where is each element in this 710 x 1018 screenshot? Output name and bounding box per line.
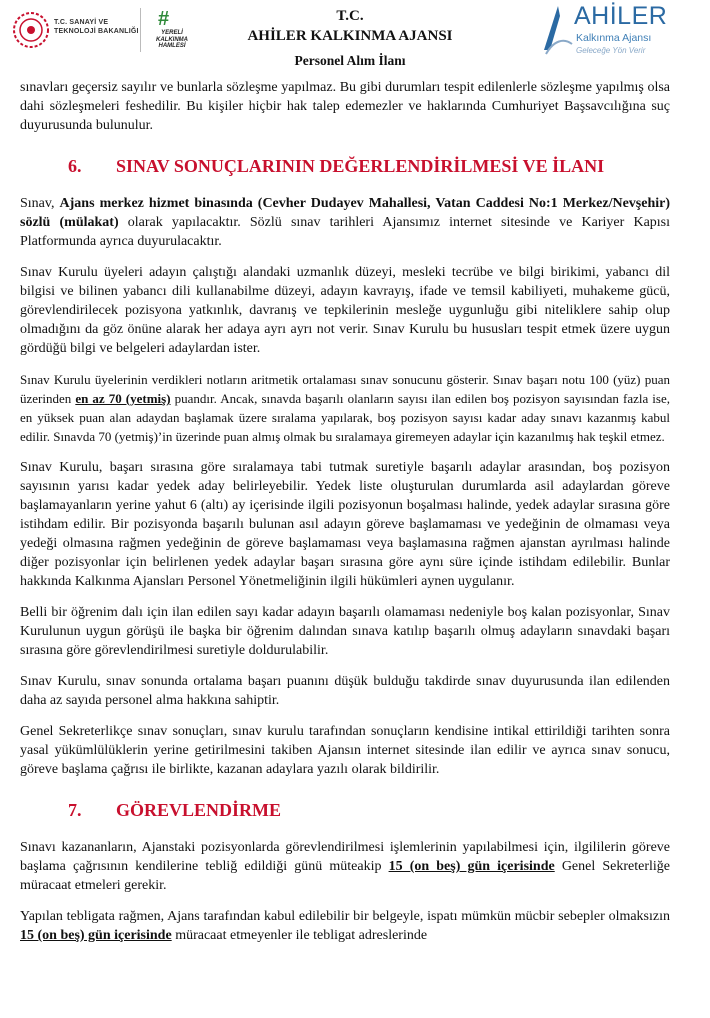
- page-header: [0, 0, 710, 78]
- section-6-paragraph-1: [20, 194, 670, 251]
- s6p1-post: olarak yapılacaktır. Sözlü sınav tarihleri Ajansımız internet sitesinde ve Kariyer Kapısı Platformunda ayrıca duyurulacaktır.: [20, 215, 671, 249]
- agency-logo: [540, 2, 705, 62]
- section-6-number: 6.: [68, 156, 82, 176]
- document-title: [200, 7, 500, 69]
- section-7-number: 7.: [68, 800, 82, 820]
- s7p1-post: Genel Sekreterliğe müracaat etmeleri gerekir.: [20, 859, 670, 893]
- section-6-title: SINAV SONUÇLARININ DEĞERLENDİRİLMESİ VE İLANI: [116, 156, 605, 176]
- ministry-name: [54, 18, 139, 36]
- s6p3-pre: Sınav Kurulu üyelerinin verdikleri notların aritmetik ortalaması sınav sonucunu gösterir. Sınav başarı notu 100 (yüz) puan üzerinden: [20, 372, 670, 406]
- title-line1: T.C.: [336, 8, 364, 24]
- section-6-paragraph-2: Sınav Kurulu üyeleri adayın çalıştığı alandaki uzmanlık düzeyi, mesleki tecrübe ve bilgi birikimi, yabancı dil bilgisi ve bilinen yabancı dili kullanabilme düzeyi, adayın kavrayış, ifade ve temsil kabiliyeti, muhakeme gücü, görevlendirilecek pozisyona yatkınlık, davranış ve tepkilerinin mesleğe uygunluğu gibi niteliklere sahip olup olmadığını da göz önüne alarak her adaya ayrı ayrı not verir. Sınav Kurulu bu hususları tespit etmek üzere uygun gördüğü bilgi ve belgeleri adaylardan ister.: [20, 265, 670, 356]
- ministry-name-line1: T.C. SANAYİ VE: [54, 19, 109, 26]
- hashtag-line3: HAMLESİ: [158, 43, 186, 49]
- ministry-seal-icon: [12, 11, 50, 49]
- hashtag-text: [148, 30, 196, 50]
- section-6-heading: [20, 155, 670, 177]
- hashtag-icon: #: [158, 8, 170, 30]
- intro-paragraph: sınavları geçersiz sayılır ve bunlarla sözleşme yapılmaz. Bu gibi durumları tespit edilenlerle sözleşme yapılmış olsa dahi sözleşmeleri feshedilir. Bu kişiler hiçbir hak talep edemezler ve haklarında Cumhuriyet Başsavcılığına suç duyurusunda bulunulur.: [20, 80, 670, 133]
- hashtag-line1: YERELİ: [161, 30, 183, 36]
- section-6-paragraph-3: [20, 370, 670, 446]
- s7p1-deadline: 15 (on beş) gün içerisinde: [388, 859, 555, 874]
- s7p2-pre: Yapılan tebligata rağmen, Ajans tarafından kabul edilebilir bir belgeyle, ispatı mümkün mücbir sebepler olmaksızın: [20, 909, 670, 924]
- hashtag-logo: [146, 10, 196, 52]
- title-line3: Personel Alım İlanı: [294, 53, 406, 68]
- section-7-heading: [20, 799, 670, 821]
- left-logos: [10, 8, 194, 52]
- s7p2-deadline: 15 (on beş) gün içerisinde: [20, 928, 172, 943]
- s6p3-min-score: en az 70 (yetmiş): [75, 391, 171, 406]
- agency-logo-subtitle: Kalkınma Ajansı: [576, 32, 652, 44]
- section-6-paragraph-6: Sınav Kurulu, sınav sonunda ortalama başarı puanını düşük bulduğu takdirde sınav duyurusunda ilan edilenden daha az sayıda personel alma hakkına sahiptir.: [20, 674, 670, 708]
- s6p3-post: puandır. Ancak, sınavda başarılı olanların sayısı ilan edilen boş pozisyon sayısından fazla ise, en yüksek puan alan adaydan başlamak üzere sıralama yapılarak, boş pozisyon sayısı kadar aday sınavı kazanmış kabul edilir. Sınavda 70 (yetmiş)’in üzerinde puan almış olmak bu sıralamaya giremeyen adaylar için kazanılmış hak teşkil etmez.: [20, 391, 670, 444]
- section-7-paragraph-2: [20, 907, 670, 945]
- hashtag-line2: KALKINMA: [156, 36, 188, 43]
- section-7-title: GÖREVLENDİRME: [116, 800, 282, 820]
- s6p1-location: Ajans merkez hizmet binasında (Cevher Dudayev Mahallesi, Vatan Caddesi No:1 Merkez/Nevşehir) sözlü (mülakat): [20, 196, 670, 230]
- agency-logo-name: AHİLER: [574, 2, 668, 30]
- ministry-logo: [10, 8, 141, 52]
- section-6-paragraph-4: Sınav Kurulu, başarı sırasına göre sıralamaya tabi tutmak suretiyle başarılı adaylar arasından, boş pozisyon sayısının yarısı kadar yedek aday belirleyebilir. Yedek liste oluşturulan durumlarda asil adaylardan göreve başlamayanların yerine yahut 6 (altı) ay içerisinde ilgili pozisyonun boşalması halinde, yedek adaylar sırasına göre istihdam edilir. Bir pozisyonda başarılı bulunan asıl adayın göreve başlamaması ve yedeğinin de olmaması veya yedeği olmasına rağmen yedeğinin de göreve başlamaması veya başlamasına rağmen ajanstan ayrılması halinde diğer pozisyonlar için belirlenen yedek adaylar başarı sırasına göre aynı süre içinde istihdam edilebilir. Bunlar hakkında Kalkınma Ajansları Personel Yönetmeliğinin ilgili hükümleri aynen uygulanır.: [20, 460, 670, 589]
- title-line2: AHİLER KALKINMA AJANSI: [247, 28, 453, 44]
- s7p2-post: müracaat etmeyenler ile tebligat adreslerinde: [171, 928, 428, 943]
- agency-logo-slogan: Geleceğe Yön Verir: [576, 46, 646, 55]
- document-body: [20, 78, 670, 957]
- section-6-paragraph-7: Genel Sekreterlikçe sınav sonuçları, sınav kurulu tarafından sonuçların kendisine intikal ettirildiği tarihten sonra yasal yükümlülüklerin yerine getirilmesini takiben Ajansın internet sitesinde ilan edilir ve ayrıca sınav sonucu, göreve başlama çağrısı ile birlikte, kazanan adaylara yazılı olarak bildirilir.: [20, 724, 670, 777]
- section-6-paragraph-5: Belli bir öğrenim dalı için ilan edilen sayı kadar adayın başarılı olamaması nedeniyle boş kalan pozisyonlar, Sınav Kurulunun uygun görüşü ile başka bir öğrenim dalından sınava katılıp başarılı olmuş adayların sınavdaki başarı sırasına göre görevlendirilmesi suretiyle doldurulabilir.: [20, 605, 670, 658]
- section-7-paragraph-1: [20, 838, 670, 895]
- agency-mark-icon: [540, 4, 574, 56]
- s6p1-pre: Sınav,: [20, 196, 60, 211]
- ministry-name-line2: TEKNOLOJİ BAKANLIĞI: [54, 28, 139, 35]
- s7p1-pre: Sınavı kazananların, Ajanstaki pozisyonlarda görevlendirilmesi işlemlerinin yapılabilmesi için, ilgililerin göreve başlama çağrısının kendilerine tebliğ edildiği günü müteakip: [20, 840, 670, 874]
